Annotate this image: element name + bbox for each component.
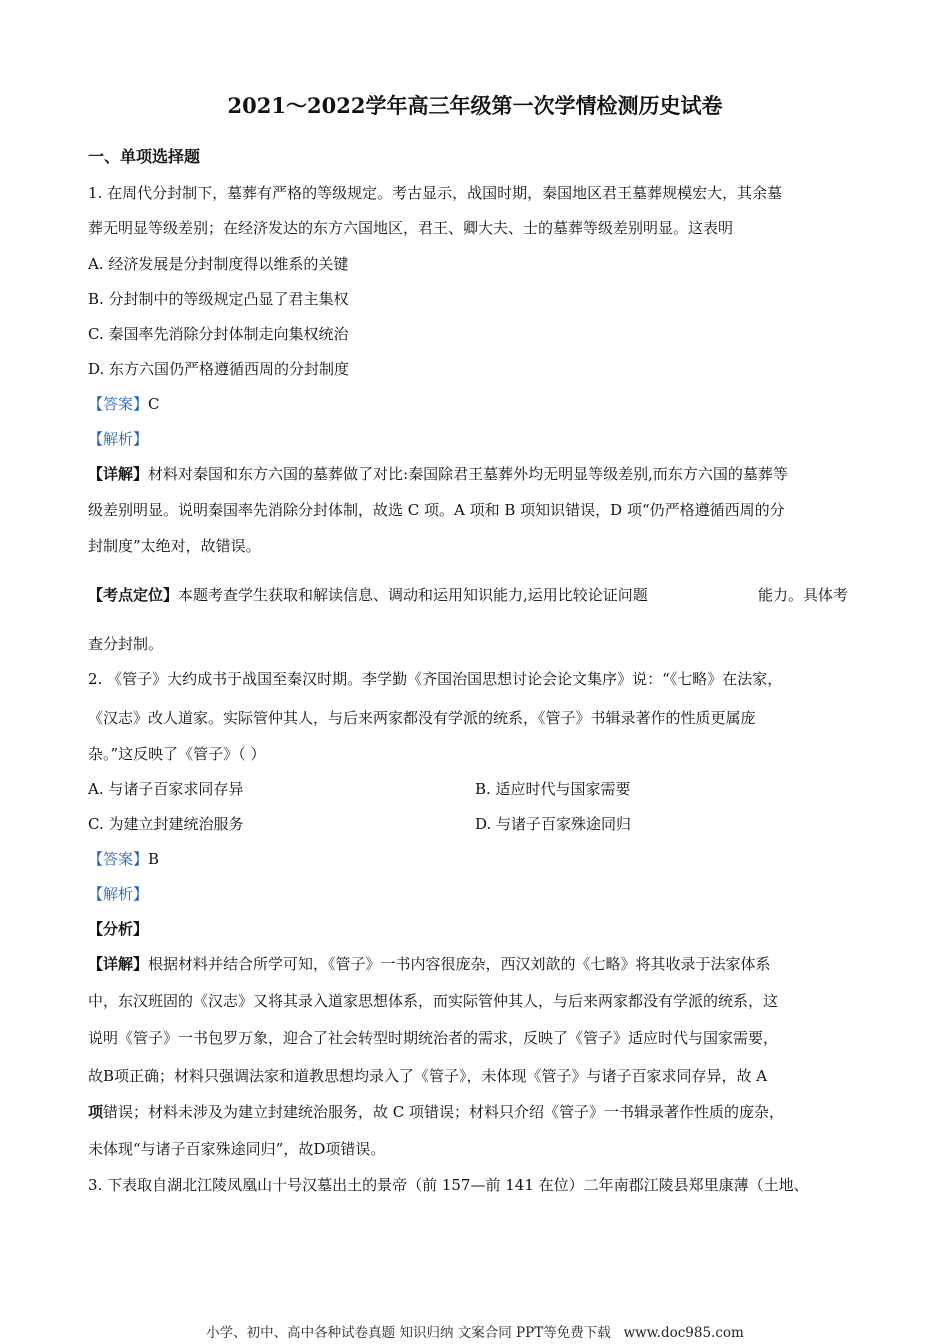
q1-option-b: B. 分封制中的等级规定凸显了君主集权 xyxy=(88,290,349,308)
q1-point-text1b: 能力。具体考 xyxy=(758,586,849,604)
q2-option-c: C. 为建立封建统治服务 xyxy=(88,815,244,833)
q1-point-line1 xyxy=(88,585,648,605)
q2-stem-line1: 2. 《管子》大约成书于战国至秦汉时期。李学勤《齐国治国思想讨论会论文集序》说：“《七略》在法家， xyxy=(88,670,783,688)
q1-option-c: C. 秦国率先消除分封体制走向集权统治 xyxy=(88,325,349,343)
q1-analysis-tag: 【解析】 xyxy=(88,430,149,448)
q1-answer-tag: 【答案】 xyxy=(88,395,149,413)
q1-answer-value: C xyxy=(148,395,160,413)
q2-detail-line4: 故B项正确；材料只强调法家和道教思想均录入了《管子》，未体现《管子》与诸子百家求同存异，故 A xyxy=(88,1067,768,1085)
q2-answer-tag: 【答案】 xyxy=(88,850,149,868)
q1-detail-line3: 封制度”太绝对，故错误。 xyxy=(88,537,261,555)
q2-answer xyxy=(88,849,159,869)
q2-answer-value: B xyxy=(148,850,160,868)
q2-detail-line1 xyxy=(88,954,771,974)
q2-detail-text5a: 项 xyxy=(88,1103,104,1121)
footer xyxy=(0,1323,950,1343)
q1-detail-tag: 【详解】 xyxy=(88,465,149,483)
q2-detail-text5b: 错误；材料未涉及为建立封建统治服务，故 C 项错误；材料只介绍《管子》一书辑录著作性质的庞杂， xyxy=(103,1103,785,1121)
q2-analysis-tag: 【解析】 xyxy=(88,885,149,903)
q2-detail-text1: 根据材料并结合所学可知，《管子》一书内容很庞杂，西汉刘歆的《七略》将其收录于法家体系 xyxy=(148,955,771,973)
q2-stem-line3: 杂。”这反映了《管子》（ ） xyxy=(88,745,266,763)
q2-option-d: D. 与诸子百家殊途同归 xyxy=(475,815,632,833)
q1-stem-line2: 葬无明显等级差别；在经济发达的东方六国地区，君王、卿大夫、士的墓葬等级差别明显。这表明 xyxy=(88,219,734,237)
page-title: 2021～2022学年高三年级第一次学情检测历史试卷 xyxy=(227,93,723,118)
q2-detail-line2: 中，东汉班固的《汉志》又将其录入道家思想体系，而实际管仲其人，与后来两家都没有学派的统系，这 xyxy=(88,992,779,1010)
section-heading: 一、单项选择题 xyxy=(88,147,201,166)
q1-point-tag: 【考点定位】 xyxy=(88,586,179,604)
q1-detail-text1: 材料对秦国和东方六国的墓葬做了对比:秦国除君王墓葬外均无明显等级差别,而东方六国的墓葬等 xyxy=(148,465,788,483)
q1-option-a: A. 经济发展是分封制度得以维系的关键 xyxy=(88,255,349,273)
q1-answer xyxy=(88,394,160,414)
q3-stem-line1: 3. 下表取自湖北江陵凤凰山十号汉墓出土的景帝（前 157—前 141 在位）二年南郡江陵县郑里康薄（土地、 xyxy=(88,1176,809,1194)
q1-point-text1a: 本题考查学生获取和解读信息、调动和运用知识能力,运用比较论证问题 xyxy=(178,586,648,604)
q2-detail-line5 xyxy=(88,1102,784,1122)
q2-detail-line3: 说明《管子》一书包罗万象，迎合了社会转型时期统治者的需求，反映了《管子》适应时代与国家需要， xyxy=(88,1029,779,1047)
footer-link[interactable]: www.doc985.com xyxy=(623,1325,744,1341)
q2-detail-line6: 未体现“与诸子百家殊途同归”，故D项错误。 xyxy=(88,1140,386,1158)
q1-detail-line1 xyxy=(88,464,788,484)
q2-option-b: B. 适应时代与国家需要 xyxy=(475,780,631,798)
q2-fenxi-tag: 【分析】 xyxy=(88,920,149,938)
q2-stem-line2: 《汉志》改人道家。实际管仲其人，与后来两家都没有学派的统系，《管子》书辑录著作的性质更属庞 xyxy=(88,709,756,727)
q1-detail-line2: 级差别明显。说明秦国率先消除分封体制，故选 C 项。A 项和 B 项知识错误，D 项“仍严格遵循西周的分 xyxy=(88,501,785,519)
footer-text: 小学、初中、高中各种试卷真题 知识归纳 文案合同 PPT等免费下载 xyxy=(206,1325,611,1341)
q2-option-a: A. 与诸子百家求同存异 xyxy=(88,780,244,798)
q1-point-line2: 查分封制。 xyxy=(88,635,164,653)
q2-detail-tag: 【详解】 xyxy=(88,955,149,973)
q1-stem-line1: 1. 在周代分封制下，墓葬有严格的等级规定。考古显示，战国时期，秦国地区君王墓葬规模宏大，其余墓 xyxy=(88,184,783,202)
q1-option-d: D. 东方六国仍严格遵循西周的分封制度 xyxy=(88,360,350,378)
